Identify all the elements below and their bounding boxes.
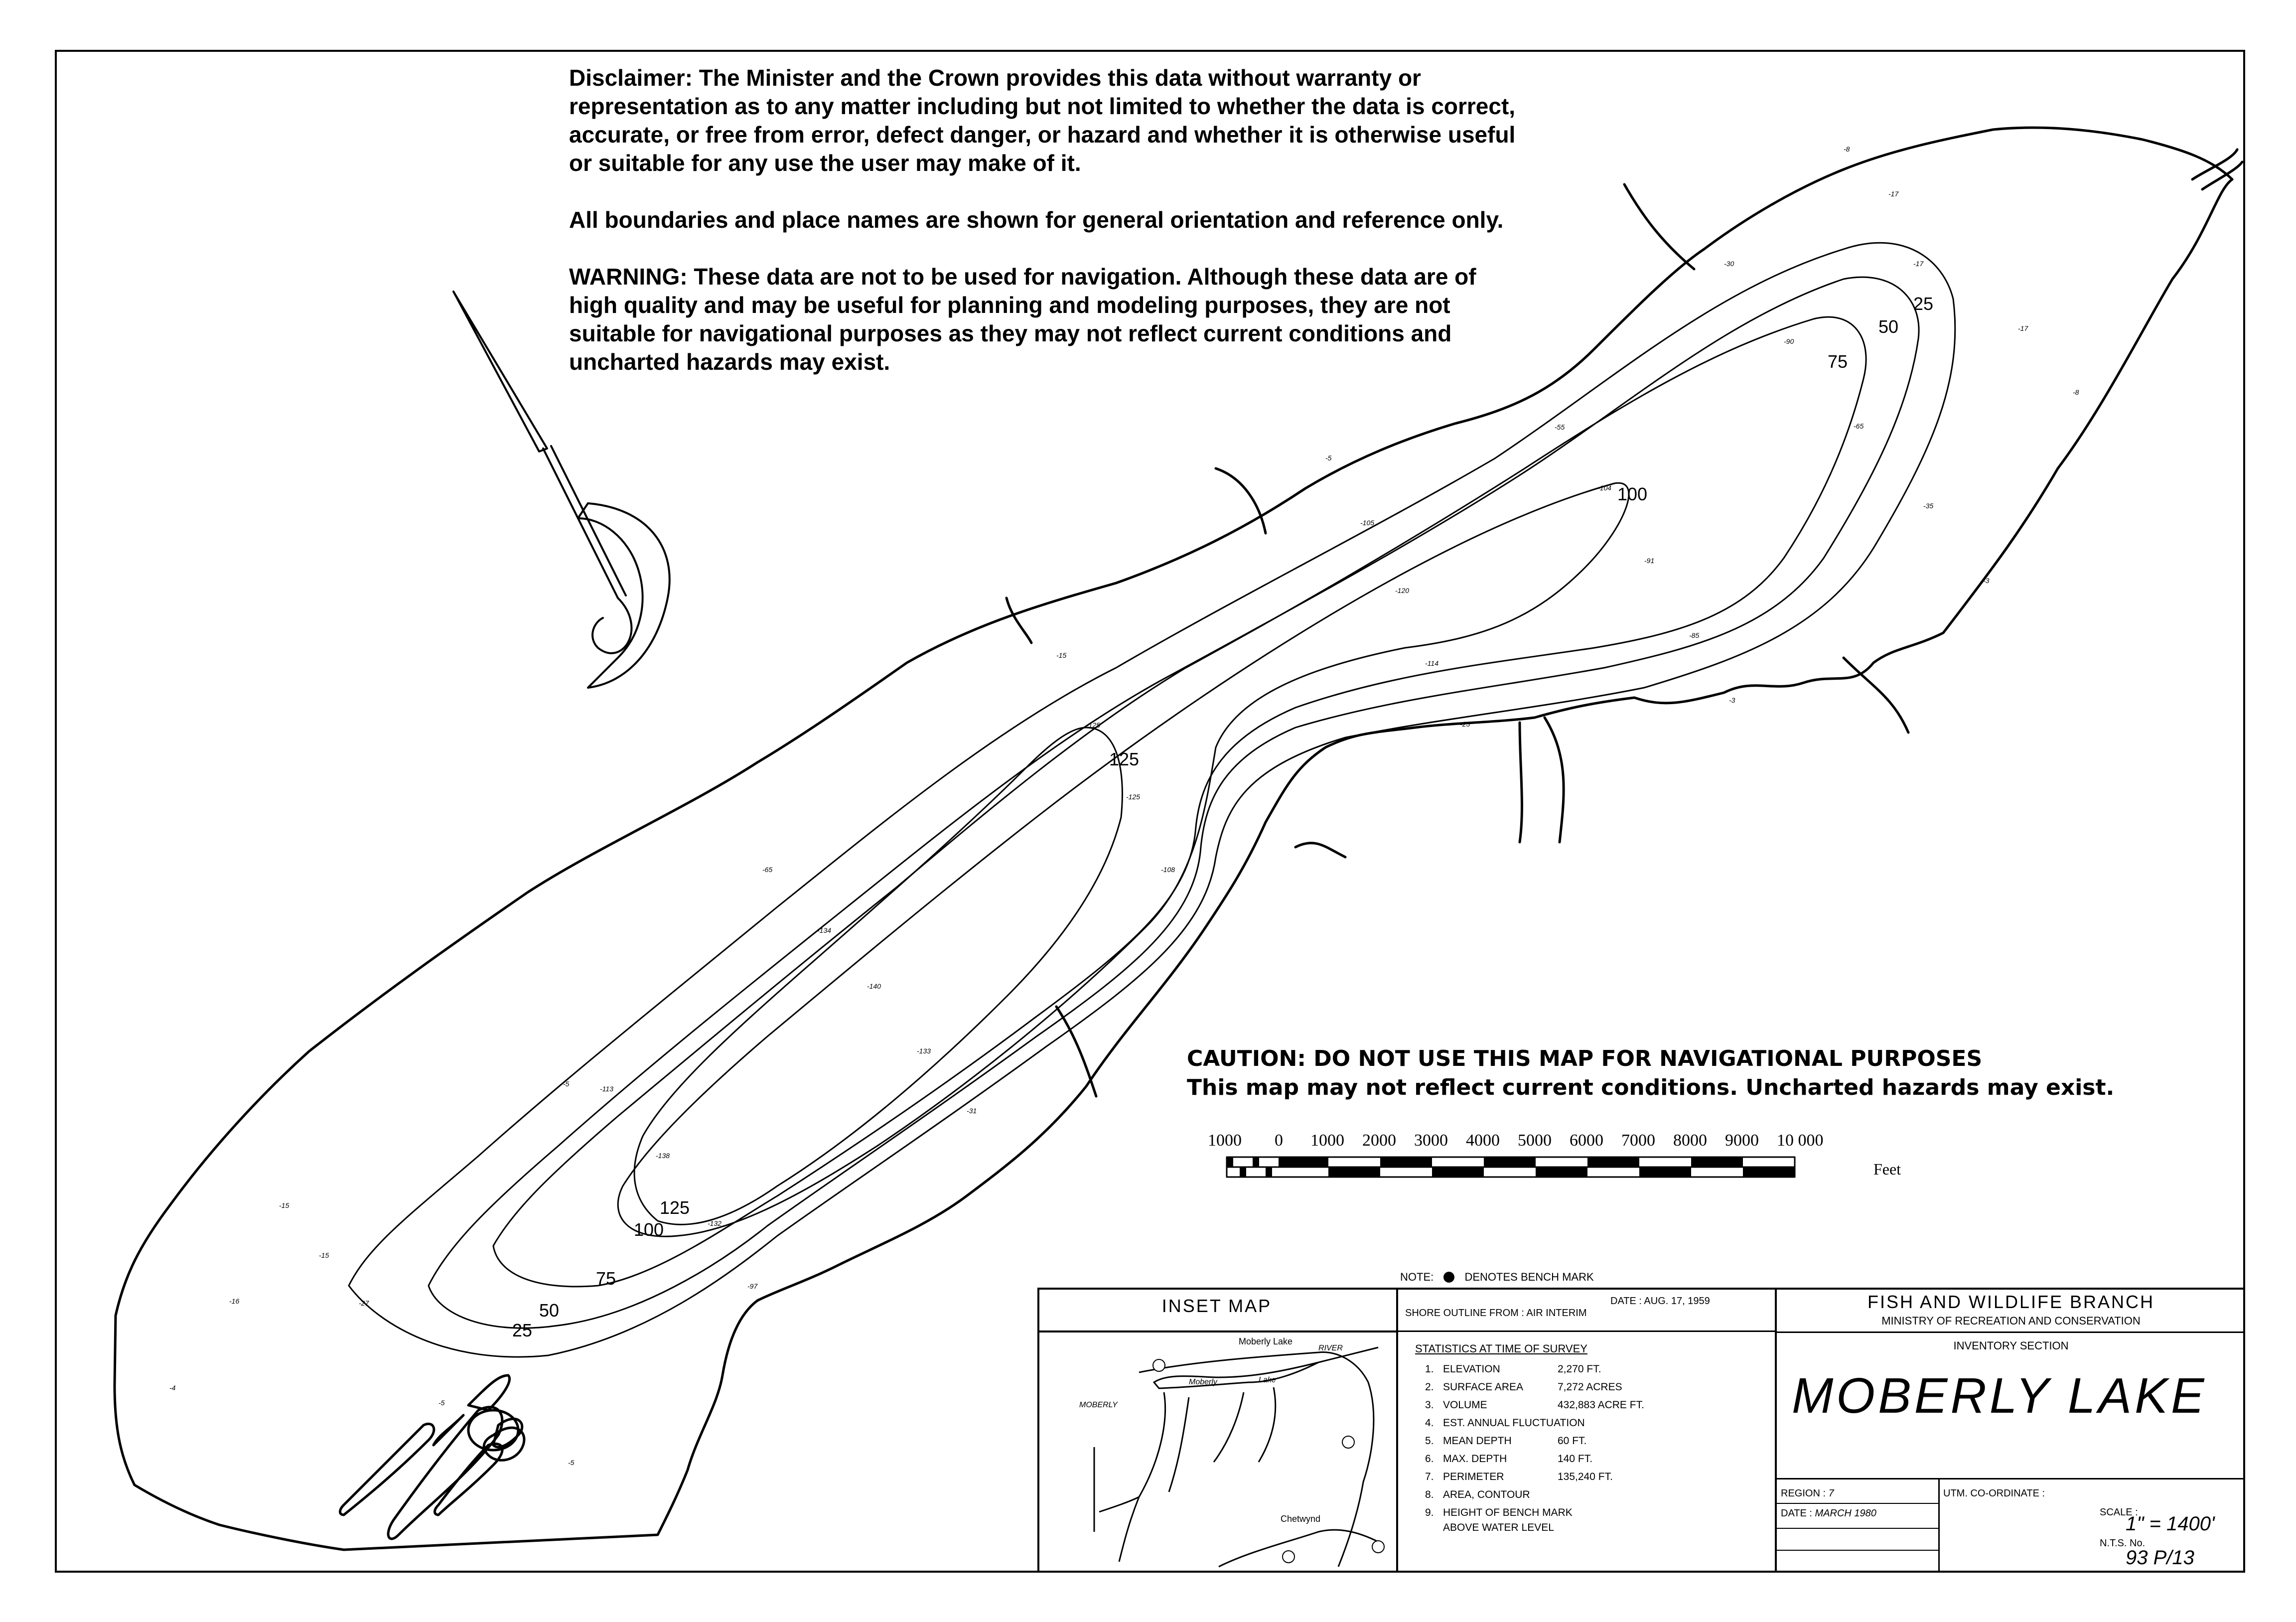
stat-row: 1. ELEVATION 2,270 FT.	[1425, 1363, 1601, 1375]
scale-tick-label: 0	[1275, 1131, 1283, 1150]
scale-tick-label: 2000	[1362, 1131, 1396, 1150]
contour-label: 125	[660, 1197, 690, 1218]
note-prefix: NOTE:	[1400, 1271, 1434, 1283]
inset-label: Moberly	[1189, 1378, 1217, 1386]
sounding: -17	[1913, 260, 1924, 268]
inset-stream3	[1214, 1392, 1244, 1462]
sounding: -108	[1161, 866, 1175, 874]
sounding: -15	[319, 1251, 329, 1259]
stat-row: 8. AREA, CONTOUR	[1425, 1489, 1530, 1500]
nts-label: N.T.S. No.	[2100, 1538, 2146, 1549]
sounding: -85	[1689, 631, 1700, 639]
shore-outline	[1405, 1308, 1586, 1319]
sounding: -125	[1126, 793, 1141, 801]
island-4	[468, 1375, 510, 1410]
sounding: -17	[2018, 324, 2028, 332]
scale-tick-label: 8000	[1673, 1131, 1707, 1150]
sounding: -125	[1086, 721, 1101, 729]
scale-unit: Feet	[1873, 1160, 1901, 1178]
sounding: -17	[1888, 190, 1899, 198]
inset-map-title: INSET MAP	[1161, 1296, 1272, 1316]
sounding: -133	[917, 1047, 931, 1055]
sounding: -138	[656, 1152, 670, 1160]
inset-label: RIVER	[1318, 1344, 1343, 1352]
region: REGION : 7	[1781, 1488, 1834, 1499]
shore-outline-label: SHORE OUTLINE FROM :	[1405, 1308, 1524, 1319]
contour-label: 125	[1109, 749, 1140, 769]
scale-label: SCALE :	[2100, 1507, 2138, 1518]
sounding: -65	[762, 866, 773, 874]
agency-section: INVENTORY SECTION	[1953, 1339, 2069, 1352]
sounding: -8	[2073, 388, 2079, 396]
stat-row: 4. EST. ANNUAL FLUCTUATION	[1425, 1417, 1585, 1429]
sounding: -30	[1724, 260, 1734, 268]
sounding: -8	[1844, 145, 1850, 153]
sounding: -114	[1425, 659, 1438, 667]
river-sw	[1295, 843, 1345, 857]
sounding: -5	[438, 1399, 445, 1407]
scale-tick-label: 1000	[1208, 1131, 1242, 1150]
stat-row: 2. SURFACE AREA 7,272 ACRES	[1425, 1381, 1622, 1393]
inset-label: Chetwynd	[1281, 1514, 1321, 1524]
compass-arc	[578, 503, 670, 688]
disclaimer-paragraph: Disclaimer: The Minister and the Crown provides this data without warranty or representation as to any matter including but not limited to whether the data is correct, accurate, or free from error, defect danger, or hazard and whether it is otherwise useful or suitable for any use the user may make of it.	[569, 65, 1516, 176]
sounding: -104	[1597, 484, 1612, 492]
nts-value: 93 P/13	[2126, 1547, 2194, 1569]
sounding: -113	[600, 1085, 613, 1093]
bench-mark-note	[1400, 1271, 1594, 1284]
sounding: -105	[1360, 519, 1375, 527]
stat-row: 3. VOLUME 432,883 ACRE FT.	[1425, 1399, 1644, 1411]
north-arrow-icon	[453, 292, 547, 451]
island-3	[435, 1444, 503, 1515]
inset-label: Lake	[1259, 1376, 1276, 1384]
river-ne2	[2202, 162, 2242, 189]
contour-100	[618, 483, 1629, 1236]
sounding: -140	[867, 982, 881, 990]
scale-tick-label: 9000	[1725, 1131, 1759, 1150]
stats-title: STATISTICS AT TIME OF SURVEY	[1415, 1342, 1587, 1355]
sounding: -16	[229, 1297, 240, 1305]
sounding: -31	[967, 1107, 977, 1115]
contour-125	[634, 728, 1122, 1224]
contour-label: 75	[1828, 351, 1848, 372]
sounding: -55	[1555, 423, 1565, 431]
contour-label: 100	[1617, 484, 1648, 504]
note-text: DENOTES BENCH MARK	[1464, 1271, 1594, 1283]
sounding: -5	[563, 1080, 570, 1088]
lake-name-title: MOBERLY LAKE	[1792, 1368, 2207, 1424]
sounding: -91	[1644, 557, 1655, 565]
agency-branch: FISH AND WILDLIFE BRANCH	[1867, 1292, 2155, 1312]
sounding: -15	[1056, 651, 1067, 659]
contour-label: 50	[1878, 316, 1899, 337]
inset-stream2	[1169, 1397, 1189, 1492]
agency-ministry: MINISTRY OF RECREATION AND CONSERVATION	[1881, 1315, 2141, 1327]
contour-label: 75	[596, 1268, 616, 1289]
stat-row: 7. PERIMETER 135,240 FT.	[1425, 1471, 1613, 1482]
scale-tick-label: 6000	[1570, 1131, 1603, 1150]
river-south2	[1520, 723, 1522, 842]
scale-tick-label: 4000	[1466, 1131, 1500, 1150]
sounding: -97	[747, 1282, 758, 1290]
sounding: -4	[169, 1384, 176, 1392]
shore-outline-value: AIR INTERIM	[1526, 1308, 1587, 1319]
caution-heading: CAUTION: DO NOT USE THIS MAP FOR NAVIGATIONAL PURPOSES	[1187, 1046, 1983, 1071]
utm-coordinate: UTM. CO-ORDINATE :	[1943, 1488, 2045, 1499]
contour-label: 50	[539, 1300, 560, 1321]
caution-block	[1187, 1044, 2134, 1102]
sounding: -27	[359, 1299, 369, 1307]
scale-tick-label: 10 000	[1777, 1131, 1824, 1150]
boundaries-paragraph: All boundaries and place names are shown for general orientation and reference only.	[569, 207, 1504, 233]
inset-stream5	[1099, 1497, 1139, 1512]
survey-date-value: AUG. 17, 1959	[1644, 1296, 1710, 1307]
inset-label: Moberly Lake	[1239, 1336, 1293, 1346]
island-5	[433, 1415, 463, 1445]
sounding: -3	[1983, 577, 1990, 585]
survey-date-label: DATE :	[1610, 1296, 1642, 1307]
inset-road2	[1219, 1530, 1378, 1567]
scale-tick-label: 5000	[1518, 1131, 1552, 1150]
contour-label: 25	[1913, 294, 1934, 314]
sounding: -120	[1395, 587, 1410, 594]
river-sw2	[1056, 1007, 1096, 1096]
sounding: -65	[1854, 422, 1864, 430]
scale-tick-label: 1000	[1310, 1131, 1344, 1150]
compass-hook	[592, 598, 631, 653]
scale-tick-label: 7000	[1621, 1131, 1655, 1150]
stat-row: 9. HEIGHT OF BENCH MARK	[1425, 1507, 1573, 1518]
survey-date	[1610, 1296, 1710, 1307]
stat-row: 5. MEAN DEPTH 60 FT.	[1425, 1435, 1587, 1447]
sounding: -3	[1729, 696, 1735, 704]
sounding: -5	[568, 1459, 574, 1467]
contour-labels	[512, 294, 1933, 1340]
inset-road	[1139, 1352, 1374, 1567]
disclaimer-block	[569, 64, 1516, 405]
stat-row: ABOVE WATER LEVEL	[1443, 1522, 1554, 1533]
contour-75	[493, 317, 1866, 1287]
contour-label: 25	[512, 1320, 533, 1340]
sounding: -90	[1784, 337, 1794, 345]
river-left	[1006, 598, 1031, 643]
sounding: -132	[708, 1219, 722, 1227]
inset-stream	[1119, 1392, 1165, 1562]
scale-tick-label: 3000	[1414, 1131, 1448, 1150]
caution-subtext: This map may not reflect current conditions. Uncharted hazards may exist.	[1187, 1075, 2115, 1100]
stat-row: 6. MAX. DEPTH 140 FT.	[1425, 1453, 1593, 1465]
scale-value: 1" = 1400'	[2126, 1513, 2215, 1535]
sounding: -35	[1923, 502, 1934, 510]
inset-stream4	[1259, 1387, 1276, 1462]
contour-label: 100	[634, 1219, 664, 1240]
river-se	[1844, 658, 1908, 733]
inset-label: MOBERLY	[1079, 1401, 1118, 1409]
river-north	[1624, 184, 1694, 269]
river-mid	[1216, 468, 1266, 533]
sounding: -15	[279, 1201, 289, 1209]
warning-paragraph: WARNING: These data are not to be used for navigation. Although these data are of high quality and may be useful for planning and modeling purposes, they are not suitable for navigational purposes as they may not reflect current conditions and uncharted hazards may exist.	[569, 264, 1476, 375]
river-south	[1545, 718, 1564, 842]
island-2	[340, 1424, 434, 1515]
map-date: DATE : MARCH 1980	[1781, 1508, 1876, 1519]
sounding: -25	[1460, 720, 1470, 728]
contour-25	[349, 243, 1955, 1357]
inset-map	[1039, 1332, 1394, 1571]
north-arrow-stem	[543, 446, 626, 598]
sounding: -5	[1325, 454, 1332, 462]
bench-mark-icon	[1443, 1272, 1454, 1283]
sounding: -134	[817, 926, 832, 934]
